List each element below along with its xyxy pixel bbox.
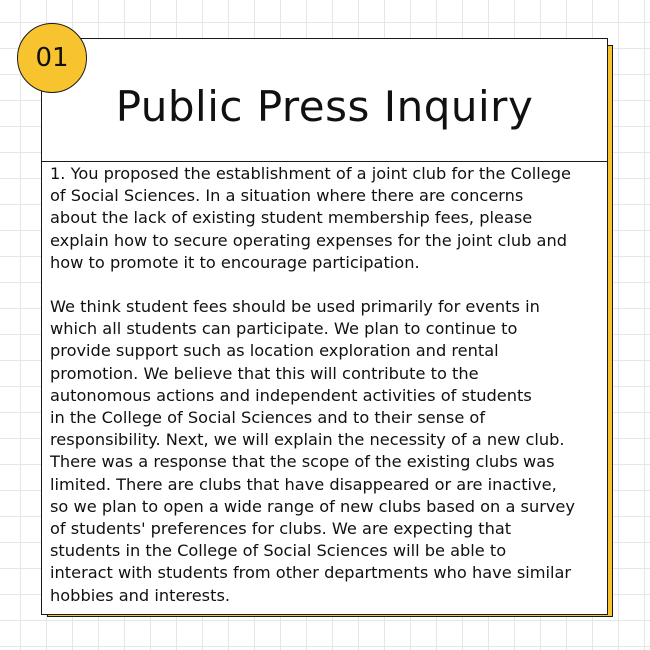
body-text [50, 163, 606, 607]
inquiry-card [41, 38, 608, 615]
number-badge: 01 [17, 23, 87, 93]
question-paragraph: 1. You proposed the establishment of a joint club for the College of Social Sciences. In a situation where there are concerns about the lack of existing student membership fees, please explain how to secure operating expenses for the joint club and how to promote it to encourage participation. [50, 164, 571, 272]
title-area [42, 39, 607, 162]
paragraph-spacer [50, 274, 606, 296]
page-title: Public Press Inquiry [115, 82, 534, 131]
answer-paragraph: We think student fees should be used primarily for events in which all students can participate. We plan to continue to provide support such as location exploration and rental promotion. We believe that this will contribute to the autonomous actions and independent activities of students in the College of Social Sciences and to their sense of responsibility. Next, we will explain the necessity of a new club. There was a response that the scope of the existing clubs was limited. There are clubs that have disappeared or are inactive, so we plan to open a wide range of new clubs based on a survey of students' preferences for clubs. We are expecting that students in the College of Social Sciences will be able to interact with students from other departments who have similar hobbies and interests. [50, 297, 575, 605]
